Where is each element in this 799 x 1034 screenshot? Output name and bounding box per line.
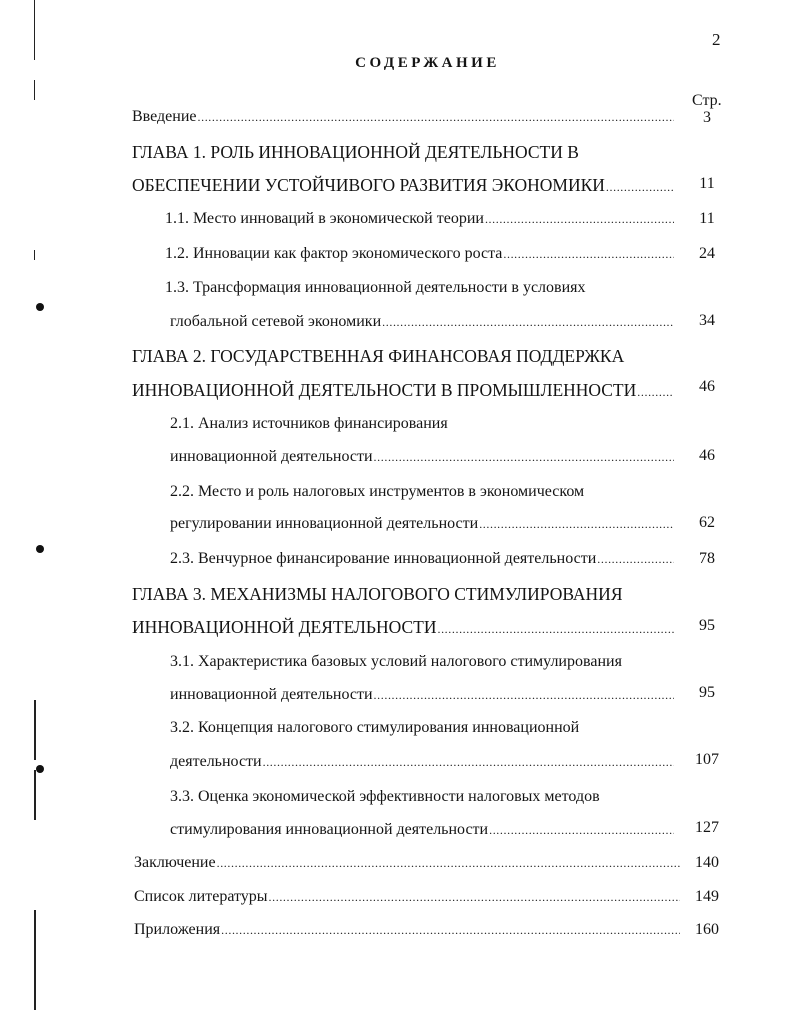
punch-hole-mark bbox=[36, 303, 44, 311]
toc-chapter-1-line-1: ГЛАВА 1. РОЛЬ ИННОВАЦИОННОЙ ДЕЯТЕЛЬНОСТИ В bbox=[132, 142, 579, 162]
leader-dots bbox=[374, 450, 674, 465]
toc-section-1-3-line-2: глобальной сетевой экономики ..... bbox=[170, 313, 674, 331]
toc-chapter-2-line-2: ИННОВАЦИОННОЙ ДЕЯТЕЛЬНОСТИ В ПРОМЫШЛЕННОСТИ ..... bbox=[132, 380, 674, 401]
toc-section-3-3-line-2: стимулирования инновационной деятельности ..... bbox=[170, 821, 674, 839]
toc-section-2-3: 2.3. Венчурное финансирование инновационной деятельности ..... bbox=[170, 550, 674, 568]
toc-chapter-2-line-1: ГЛАВА 2. ГОСУДАРСТВЕННАЯ ФИНАНСОВАЯ ПОДДЕРЖКА bbox=[132, 346, 625, 366]
toc-section-3-1-line-1: 3.1. Характеристика базовых условий налогового стимулирования bbox=[170, 653, 622, 670]
toc-page-number: 95 bbox=[699, 617, 715, 634]
leader-dots bbox=[221, 923, 680, 938]
leader-dots bbox=[489, 823, 674, 838]
toc-page-number: 149 bbox=[695, 888, 719, 905]
toc-page-number: 62 bbox=[699, 514, 715, 531]
leader-dots bbox=[217, 856, 680, 871]
toc-page-number: 160 bbox=[695, 921, 719, 938]
toc-section-3-1-line-2: инновационной деятельности ..... bbox=[170, 686, 674, 704]
leader-dots bbox=[479, 517, 674, 532]
toc-section-2-2-line-1: 2.2. Место и роль налоговых инструментов в экономическом bbox=[170, 483, 585, 500]
punch-hole-mark bbox=[36, 545, 44, 553]
toc-section-2-2-line-2: регулировании инновационной деятельности ..... bbox=[170, 515, 674, 533]
leader-dots bbox=[382, 315, 674, 330]
toc-entry-references: Список литературы ..... bbox=[134, 888, 680, 906]
toc-section-1-2: 1.2. Инновации как фактор экономического роста ..... bbox=[165, 245, 674, 263]
toc-page-number: 3 bbox=[703, 109, 711, 126]
toc-page-number: 34 bbox=[699, 312, 715, 329]
toc-section-3-2-line-2: деятельности ..... bbox=[170, 753, 674, 771]
leader-dots bbox=[503, 247, 674, 262]
toc-section-1-1: 1.1. Место инноваций в экономической теории ..... bbox=[165, 210, 674, 228]
toc-page-number: 95 bbox=[699, 684, 715, 701]
leader-dots bbox=[269, 890, 680, 905]
toc-entry-title: Введение bbox=[132, 108, 197, 125]
toc-section-2-1-line-1: 2.1. Анализ источников финансирования bbox=[170, 415, 448, 432]
toc-page-number: 11 bbox=[699, 210, 715, 227]
toc-page-number: 46 bbox=[699, 378, 715, 395]
page-title: СОДЕРЖАНИЕ bbox=[355, 55, 500, 71]
toc-chapter-3-line-2: ИННОВАЦИОННОЙ ДЕЯТЕЛЬНОСТИ ..... bbox=[132, 617, 674, 638]
toc-entry-intro bbox=[132, 108, 674, 126]
leader-dots bbox=[263, 755, 674, 770]
page-number: 2 bbox=[712, 30, 721, 49]
leader-dots bbox=[374, 688, 674, 703]
leader-dots bbox=[637, 385, 674, 400]
page-column-label: Стр. bbox=[692, 92, 722, 109]
toc-chapter-3-line-1: ГЛАВА 3. МЕХАНИЗМЫ НАЛОГОВОГО СТИМУЛИРОВАНИЯ bbox=[132, 584, 623, 604]
leader-dots bbox=[606, 180, 674, 195]
punch-hole-mark bbox=[36, 765, 44, 773]
leader-dots bbox=[485, 212, 674, 227]
toc-section-3-2-line-1: 3.2. Концепция налогового стимулирования инновационной bbox=[170, 719, 580, 736]
toc-page-number: 127 bbox=[695, 819, 719, 836]
leader-dots bbox=[437, 622, 674, 637]
toc-page-number: 46 bbox=[699, 447, 715, 464]
toc-chapter-1-line-2: ОБЕСПЕЧЕНИИ УСТОЙЧИВОГО РАЗВИТИЯ ЭКОНОМИКИ ..... bbox=[132, 175, 674, 196]
toc-page-number: 11 bbox=[699, 175, 715, 192]
toc-entry-conclusion: Заключение ..... bbox=[134, 854, 680, 872]
leader-dots bbox=[198, 110, 675, 125]
toc-page-number: 78 bbox=[699, 550, 715, 567]
binding-edge bbox=[34, 0, 36, 1034]
toc-page-number: 24 bbox=[699, 245, 715, 262]
toc-section-1-3-line-1: 1.3. Трансформация инновационной деятельности в условиях bbox=[165, 279, 586, 296]
toc-section-3-3-line-1: 3.3. Оценка экономической эффективности налоговых методов bbox=[170, 788, 600, 805]
leader-dots bbox=[597, 552, 674, 567]
toc-page-number: 140 bbox=[695, 854, 719, 871]
toc-page-number: 107 bbox=[695, 751, 719, 768]
toc-section-2-1-line-2: инновационной деятельности ..... bbox=[170, 448, 674, 466]
toc-entry-appendices: Приложения ..... bbox=[134, 921, 680, 939]
